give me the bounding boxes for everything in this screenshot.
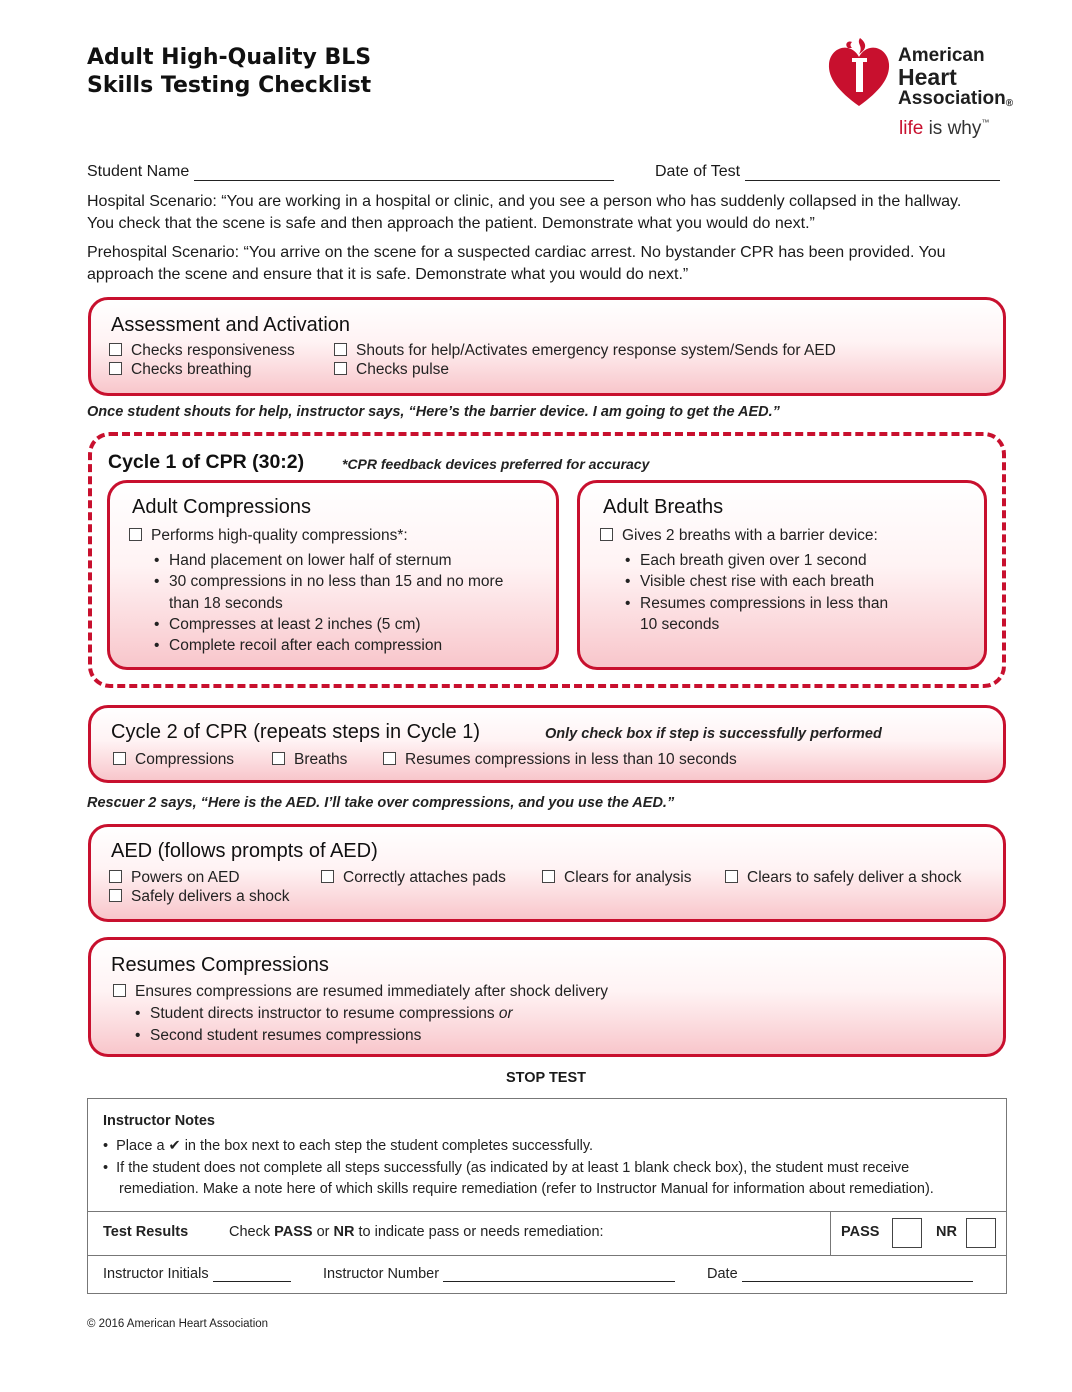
pass-checkbox[interactable] — [892, 1218, 922, 1248]
org-line-2: Heart — [898, 64, 957, 90]
compressions-bullet-continued: than 18 seconds — [169, 595, 283, 612]
bullet-text: Place a ✔ in the box next to each step the student completes successfully. — [116, 1138, 594, 1154]
date-field — [707, 1266, 973, 1282]
item-label: Breaths — [294, 751, 348, 768]
item-label: Clears for analysis — [564, 869, 692, 886]
test-results-label: Test Results — [103, 1224, 189, 1240]
test-results-instruction — [229, 1224, 604, 1240]
instr-pass: PASS — [274, 1224, 313, 1240]
breaths-check-item — [600, 527, 878, 545]
divider — [88, 1255, 1006, 1256]
student-name-line[interactable] — [194, 164, 614, 181]
compressions-bullet: • Compresses at least 2 inches (5 cm) — [169, 614, 421, 636]
resumes-section — [88, 937, 1006, 1057]
item-label: Ensures compressions are resumed immediately after shock delivery — [135, 983, 608, 1000]
checkbox[interactable] — [383, 752, 396, 765]
instr-text: Check — [229, 1224, 275, 1240]
cycle-2-item — [383, 751, 737, 769]
registered-mark: ® — [1005, 98, 1014, 109]
title-line-2: Skills Testing Checklist — [87, 73, 372, 98]
item-label: Resumes compressions in less than 10 seconds — [405, 751, 737, 768]
aed-item — [109, 888, 290, 906]
org-line-1: American — [898, 45, 985, 66]
page-title — [87, 44, 371, 100]
resumes-bullet — [150, 1003, 513, 1025]
checkbox[interactable] — [113, 984, 126, 997]
adult-compressions-box — [107, 480, 559, 670]
item-label: Checks breathing — [131, 361, 252, 378]
item-label: Checks responsiveness — [131, 342, 295, 359]
item-label: Gives 2 breaths with a barrier device: — [622, 527, 878, 544]
resumes-title: Resumes Compressions — [111, 954, 329, 976]
divider — [88, 1211, 1006, 1212]
title-line-1: Adult High-Quality BLS — [87, 45, 372, 70]
notes-bullet-2: • If the student does not complete all steps successfully (as indicated by at least 1 blank check box), the student must receive — [103, 1160, 910, 1176]
checkbox[interactable] — [600, 528, 613, 541]
instructor-notes-title: Instructor Notes — [103, 1113, 215, 1129]
aed-section — [88, 824, 1006, 922]
item-label: Clears to safely deliver a shock — [747, 869, 962, 886]
cycle-1-title: Cycle 1 of CPR (30:2) — [108, 451, 305, 473]
aed-item — [542, 869, 692, 887]
instr-text: to indicate pass or needs remediation: — [354, 1224, 604, 1240]
assessment-item — [334, 361, 449, 379]
field-label: Instructor Number — [323, 1266, 440, 1282]
assessment-item — [334, 342, 836, 360]
initials-line[interactable] — [213, 1268, 291, 1282]
breaths-bullet: • Visible chest rise with each breath — [640, 571, 874, 593]
tagline-rest: is why — [923, 118, 982, 139]
date-of-test-field — [655, 163, 1000, 181]
date-line[interactable] — [742, 1268, 973, 1282]
checkbox[interactable] — [725, 870, 738, 883]
checkbox[interactable] — [109, 870, 122, 883]
notes-bullet-2-cont: remediation. Make a note here of which skills require remediation (refer to Instructor Manual for information about remediation). — [119, 1181, 934, 1197]
bullet-text: If the student does not complete all steps successfully (as indicated by at least 1 blank check box), the student must receive — [116, 1160, 910, 1176]
cycle-2-item — [272, 751, 347, 769]
org-line-3: Association — [898, 88, 1006, 109]
compressions-title: Adult Compressions — [132, 496, 311, 518]
instr-text: or — [312, 1224, 334, 1240]
adult-breaths-box — [577, 480, 987, 670]
date-of-test-line[interactable] — [745, 164, 1000, 181]
item-label: Correctly attaches pads — [343, 869, 506, 886]
cycle-2-section — [88, 705, 1006, 783]
breaths-bullet: • Each breath given over 1 second — [640, 550, 867, 572]
compressions-bullet: • Hand placement on lower half of sternum — [169, 550, 452, 572]
aed-item — [109, 869, 240, 887]
aed-item — [321, 869, 506, 887]
cycle-2-title: Cycle 2 of CPR (repeats steps in Cycle 1) — [111, 721, 481, 743]
tagline-tm: ™ — [981, 118, 990, 127]
field-label: Instructor Initials — [103, 1266, 209, 1282]
field-label: Date — [707, 1266, 738, 1282]
instructor-initials-field — [103, 1266, 291, 1282]
prehospital-scenario: Prehospital Scenario: “You arrive on the scene for a suspected cardiac arrest. No bystander CPR has been provided. You approach the scene and ensure that it is safe. Demonstrate what you would do next.” — [87, 244, 946, 283]
checkbox[interactable] — [321, 870, 334, 883]
bullet-or: or — [498, 1005, 513, 1022]
aed-title: AED (follows prompts of AED) — [111, 840, 378, 862]
resumes-bullet: • Second student resumes compressions — [150, 1025, 421, 1047]
org-line-3-wrap — [898, 88, 1013, 114]
copyright: © 2016 American Heart Association — [87, 1318, 269, 1330]
divider — [830, 1211, 831, 1255]
breaths-bullet: • Resumes compressions in less than — [640, 593, 888, 615]
aed-item — [725, 869, 962, 887]
barrier-device-note: Once student shouts for help, instructor says, “Here’s the barrier device. I am going to get the AED.” — [87, 404, 780, 420]
cycle-2-item — [113, 751, 234, 769]
instructor-notes-table — [87, 1098, 1007, 1294]
checkbox[interactable] — [542, 870, 555, 883]
assessment-title: Assessment and Activation — [111, 314, 351, 336]
tagline-life: life — [899, 118, 924, 139]
compressions-check-item — [129, 527, 408, 545]
date-of-test-label: Date of Test — [655, 163, 741, 180]
item-label: Checks pulse — [356, 361, 450, 378]
resumes-check-item — [113, 983, 608, 1001]
number-line[interactable] — [443, 1268, 675, 1282]
item-label: Performs high-quality compressions*: — [151, 527, 408, 544]
item-label: Shouts for help/Activates emergency response system/Sends for AED — [356, 342, 836, 359]
bullet-text: Student directs instructor to resume compressions — [150, 1005, 499, 1022]
checkbox[interactable] — [334, 362, 347, 375]
checkbox[interactable] — [113, 752, 126, 765]
instructor-number-field — [323, 1266, 675, 1282]
hospital-scenario: Hospital Scenario: “You are working in a hospital or clinic, and you see a person who has suddenly collapsed in the hallway. You check that the scene is safe and then approach the patient. Demonstrate what you would do next.” — [87, 193, 962, 232]
rescuer-2-note: Rescuer 2 says, “Here is the AED. I’ll take over compressions, and you use the AED.” — [87, 795, 675, 811]
student-name-field — [87, 163, 614, 181]
heart-torch-logo-icon — [826, 36, 892, 112]
aha-wordmark — [898, 45, 1013, 114]
tagline — [899, 118, 989, 140]
stop-test-label: STOP TEST — [505, 1070, 587, 1086]
compressions-bullet: • Complete recoil after each compression — [169, 635, 442, 657]
checkbox[interactable] — [129, 528, 142, 541]
checkbox[interactable] — [272, 752, 285, 765]
item-label: Safely delivers a shock — [131, 888, 290, 905]
compressions-bullet: • 30 compressions in no less than 15 and no more — [169, 571, 503, 593]
instr-nr: NR — [333, 1224, 355, 1240]
pass-label: PASS — [841, 1224, 880, 1240]
cycle-2-note: Only check box if step is successfully performed — [545, 726, 882, 742]
assessment-item — [109, 361, 252, 379]
checkbox[interactable] — [109, 343, 122, 356]
breaths-bullet-continued: 10 seconds — [640, 616, 720, 633]
breaths-title: Adult Breaths — [603, 496, 724, 518]
student-name-label: Student Name — [87, 163, 190, 180]
checkbox[interactable] — [109, 362, 122, 375]
checkbox[interactable] — [334, 343, 347, 356]
notes-bullet-1: • Place a ✔ in the box next to each step the student completes successfully. — [103, 1138, 594, 1154]
assessment-section — [88, 297, 1006, 396]
nr-label: NR — [936, 1224, 957, 1240]
checkbox[interactable] — [109, 889, 122, 902]
item-label: Compressions — [135, 751, 235, 768]
cycle-1-note: *CPR feedback devices preferred for accuracy — [342, 456, 650, 472]
assessment-item — [109, 342, 295, 360]
nr-checkbox[interactable] — [966, 1218, 996, 1248]
item-label: Powers on AED — [131, 869, 240, 886]
